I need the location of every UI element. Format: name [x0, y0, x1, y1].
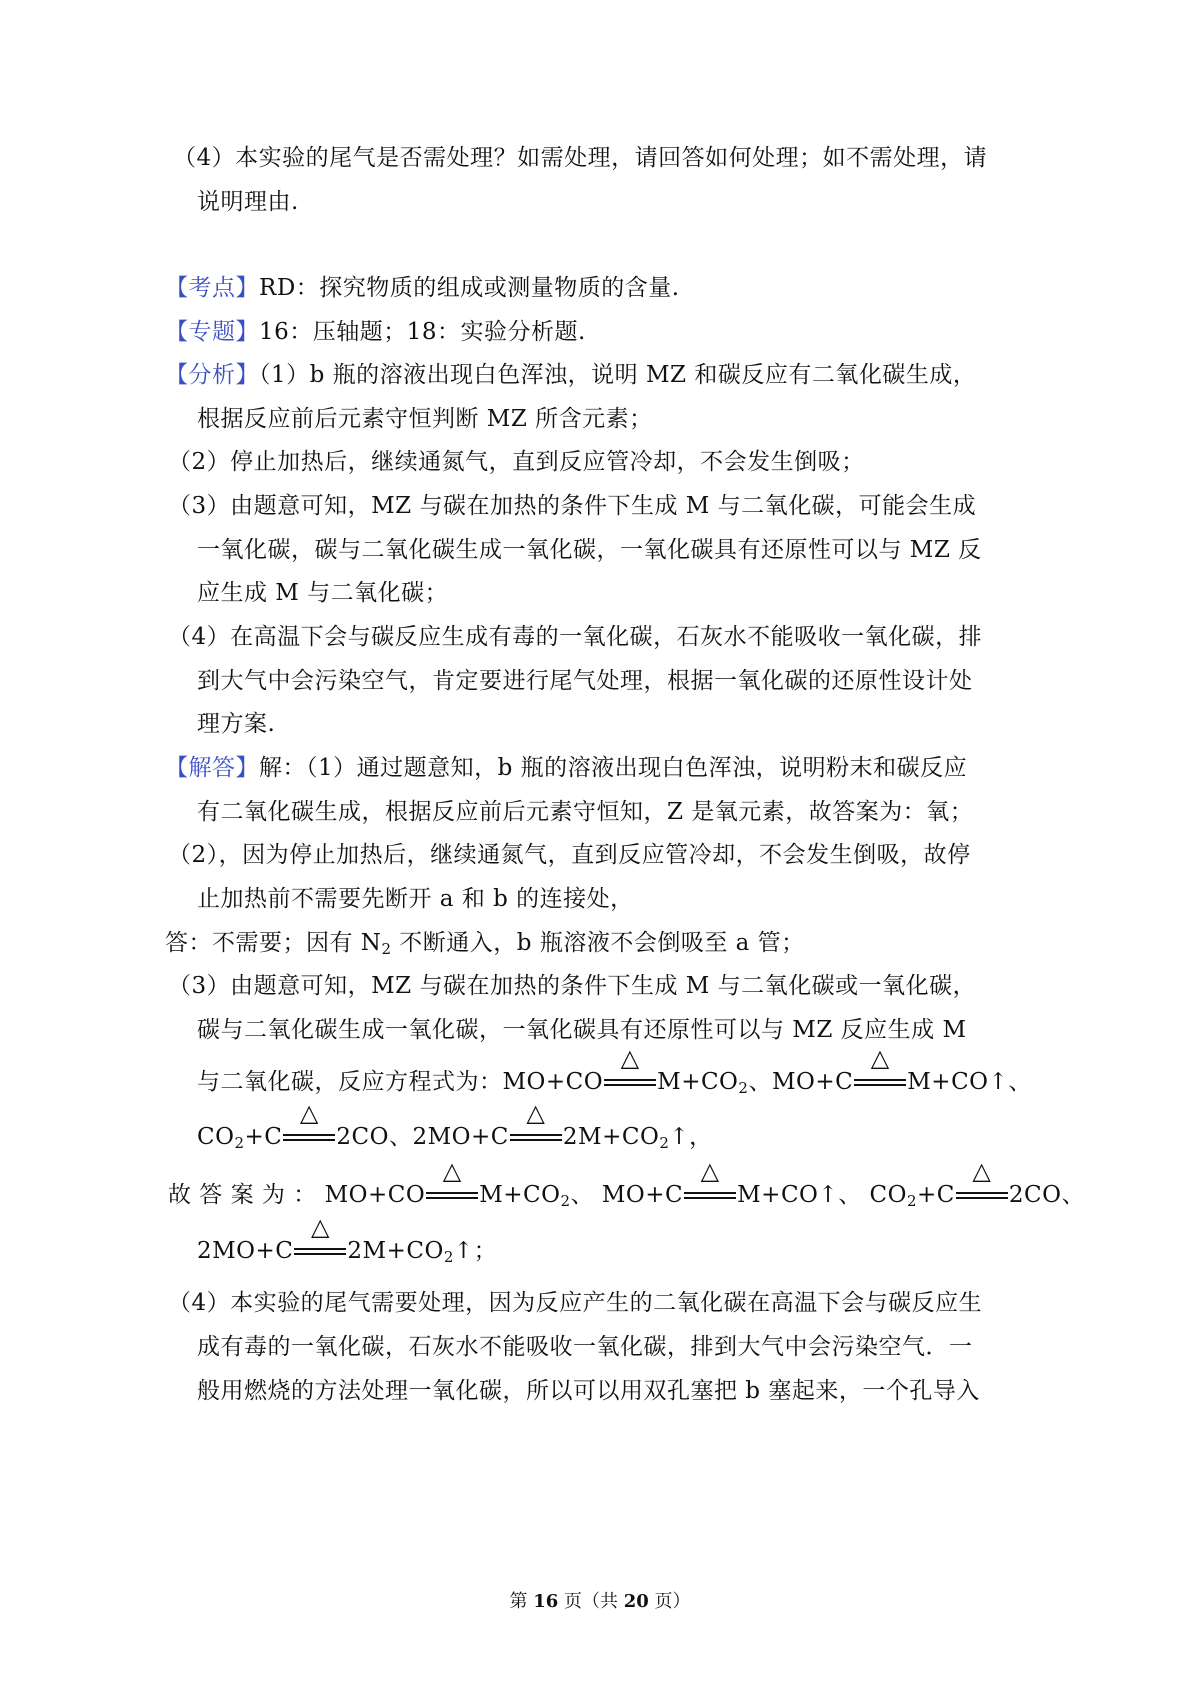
footer-text: 页（共 [558, 1591, 624, 1612]
arrow-up: ↑ [669, 1124, 690, 1150]
answer-prefix: 故 答 案 为 ： [168, 1182, 317, 1208]
reaction-2-left: MO+C [771, 1069, 854, 1095]
reaction-3-left-rest: +C [917, 1182, 955, 1208]
jieda-line-13: 成有毒的一氧化碳，石灰水不能吸收一氧化碳，排到大气中会污染空气．一 [197, 1334, 973, 1360]
subscript: 2 [443, 1248, 454, 1266]
equals-bar [294, 1248, 346, 1250]
question-line-1: （4）本实验的尾气是否需处理？如需处理，请回答如何处理；如不需处理，请 [173, 145, 988, 171]
separator: ， [689, 1124, 713, 1150]
fenxi-line-2: 根据反应前后元素守恒判断 MZ 所含元素； [197, 406, 653, 432]
fenxi-line-1 [165, 360, 976, 390]
n2-subscript: 2 [381, 940, 392, 958]
answer-line-2 [197, 1213, 498, 1266]
jieda-line-12: （4）本实验的尾气需要处理，因为反应产生的二氧化碳在高温下会与碳反应生 [168, 1290, 983, 1316]
answer-reaction-4 [197, 1213, 474, 1266]
equals-bar [956, 1192, 1008, 1194]
reaction-3-left: CO [869, 1182, 907, 1208]
delta-icon: △ [870, 1044, 890, 1072]
kaodian-text: RD：探究物质的组成或测量物质的含量. [259, 275, 680, 301]
equation-line-2 [197, 1099, 713, 1152]
separator: ； [473, 1238, 498, 1264]
jieda-line-2: 有二氧化碳生成，根据反应前后元素守恒知，Z 是氧元素，故答案为：氧； [197, 799, 974, 825]
answer-reaction-1 [324, 1157, 571, 1210]
equals-bar [426, 1192, 478, 1194]
equals-bar [426, 1197, 478, 1199]
equals-bar [294, 1253, 346, 1255]
fenxi-line-6: 应生成 M 与二氧化碳； [197, 580, 449, 606]
delta-icon: △ [972, 1157, 992, 1185]
jieda-line-6: （3）由题意可知，MZ 与碳在加热的条件下生成 M 与二氧化碳或一氧化碳， [168, 973, 977, 999]
heat-equals-sign [604, 1044, 656, 1091]
fenxi-line-7: （4）在高温下会与碳反应生成有毒的一氧化碳，石灰水不能吸收一氧化碳，排 [168, 624, 983, 650]
fenxi-tag: 【分析】 [165, 362, 259, 388]
question-line-2: 说明理由. [197, 189, 299, 215]
subscript: 2 [560, 1192, 571, 1210]
jieda-text-5a: 答：不需要；因有 N [165, 930, 382, 956]
jieda-line-14: 般用燃烧的方法处理一氧化碳，所以可以用双孔塞把 b 塞起来，一个孔导入 [197, 1378, 980, 1404]
equation-prefix: 与二氧化碳，反应方程式为： [197, 1069, 503, 1095]
heat-equals-sign [956, 1157, 1008, 1204]
fenxi-line-8: 到大气中会污染空气，肯定要进行尾气处理，根据一氧化碳的还原性设计处 [197, 668, 973, 694]
heat-equals-sign [294, 1213, 346, 1260]
reaction-1-right: M+CO [657, 1069, 739, 1095]
answer-reaction-3 [869, 1157, 1062, 1210]
heat-equals-sign [510, 1099, 562, 1146]
equation-line-1 [197, 1044, 1032, 1097]
reaction-3-right: 2CO [336, 1124, 389, 1150]
equals-bar [854, 1079, 906, 1081]
jieda-tag: 【解答】 [165, 755, 259, 781]
subscript: 2 [659, 1134, 670, 1152]
answer-reaction-2 [601, 1157, 839, 1210]
zhuanti-line [165, 317, 586, 347]
fenxi-text-1: （1）b 瓶的溶液出现白色浑浊，说明 MZ 和碳反应有二氧化碳生成， [259, 362, 977, 388]
equals-bar [283, 1139, 335, 1141]
reaction-2-right: M+CO↑ [907, 1069, 1009, 1095]
reaction-3-right: 2CO [1008, 1182, 1062, 1208]
zhuanti-tag: 【专题】 [165, 319, 259, 345]
delta-icon: △ [310, 1213, 330, 1241]
jieda-line-7: 碳与二氧化碳生成一氧化碳，一氧化碳具有还原性可以与 MZ 反应生成 M [197, 1017, 967, 1043]
equals-bar [684, 1197, 736, 1199]
delta-icon: △ [700, 1157, 720, 1185]
reaction-1 [502, 1044, 749, 1097]
kaodian-tag: 【考点】 [165, 275, 259, 301]
reaction-1-left: MO+CO [324, 1182, 426, 1208]
equals-bar [510, 1134, 562, 1136]
jieda-line-5 [165, 928, 805, 958]
heat-equals-sign [854, 1044, 906, 1091]
delta-icon: △ [620, 1044, 640, 1072]
subscript: 2 [234, 1134, 245, 1152]
page-number: 16 [533, 1591, 559, 1612]
delta-icon: △ [526, 1099, 546, 1127]
jieda-text-5b: 不断通入，b 瓶溶液不会倒吸至 a 管； [391, 930, 805, 956]
fenxi-line-9: 理方案. [197, 711, 276, 737]
separator: 、 [1008, 1069, 1032, 1095]
answer-line-1 [168, 1157, 1085, 1210]
reaction-2 [771, 1044, 1009, 1097]
reaction-3 [197, 1099, 389, 1152]
subscript: 2 [738, 1079, 749, 1097]
heat-equals-sign [684, 1157, 736, 1204]
jieda-line-4: 止加热前不需要先断开 a 和 b 的连接处， [197, 886, 634, 912]
page-footer [0, 1590, 1200, 1614]
separator: 、 [1061, 1182, 1085, 1208]
reaction-3-left-rest: +C [244, 1124, 283, 1150]
total-pages: 20 [623, 1591, 649, 1612]
equals-bar [604, 1079, 656, 1081]
kaodian-line [165, 273, 680, 303]
reaction-4-left: 2MO+C [412, 1124, 509, 1150]
equals-bar [604, 1084, 656, 1086]
footer-text: 页） [648, 1591, 691, 1612]
reaction-1-left: MO+CO [502, 1069, 604, 1095]
equals-bar [510, 1139, 562, 1141]
separator: 、 [838, 1182, 862, 1208]
reaction-4 [412, 1099, 690, 1152]
fenxi-line-4: （3）由题意可知，MZ 与碳在加热的条件下生成 M 与二氧化碳，可能会生成 [168, 493, 977, 519]
equals-bar [854, 1084, 906, 1086]
arrow-up: ↑ [453, 1238, 474, 1264]
subscript: 2 [906, 1192, 918, 1210]
reaction-4-right: 2M+CO [347, 1238, 444, 1264]
fenxi-line-5: 一氧化碳，碳与二氧化碳生成一氧化碳，一氧化碳具有还原性可以与 MZ 反 [197, 537, 982, 563]
delta-icon: △ [299, 1099, 319, 1127]
reaction-1-right: M+CO [479, 1182, 561, 1208]
delta-icon: △ [442, 1157, 462, 1185]
reaction-3-left: CO [197, 1124, 235, 1150]
reaction-2-left: MO+C [601, 1182, 684, 1208]
zhuanti-text: 16：压轴题；18：实验分析题. [259, 319, 586, 345]
footer-text: 第 [509, 1591, 534, 1612]
separator: 、 [388, 1124, 413, 1150]
jieda-line-1 [165, 753, 967, 783]
reaction-4-left: 2MO+C [197, 1238, 294, 1264]
equals-bar [684, 1192, 736, 1194]
equals-bar [283, 1134, 335, 1136]
jieda-text-1: 解：（1）通过题意知，b 瓶的溶液出现白色浑浊，说明粉末和碳反应 [259, 755, 968, 781]
heat-equals-sign [426, 1157, 478, 1204]
separator: 、 [748, 1069, 772, 1095]
reaction-2-right: M+CO↑ [737, 1182, 839, 1208]
heat-equals-sign [283, 1099, 335, 1146]
fenxi-line-3: （2）停止加热后，继续通氮气，直到反应管冷却，不会发生倒吸； [168, 449, 865, 475]
reaction-4-right: 2M+CO [562, 1124, 660, 1150]
equals-bar [956, 1197, 1008, 1199]
jieda-line-3: （2），因为停止加热后，继续通氮气，直到反应管冷却，不会发生倒吸，故停 [168, 842, 971, 868]
separator: 、 [570, 1182, 595, 1208]
